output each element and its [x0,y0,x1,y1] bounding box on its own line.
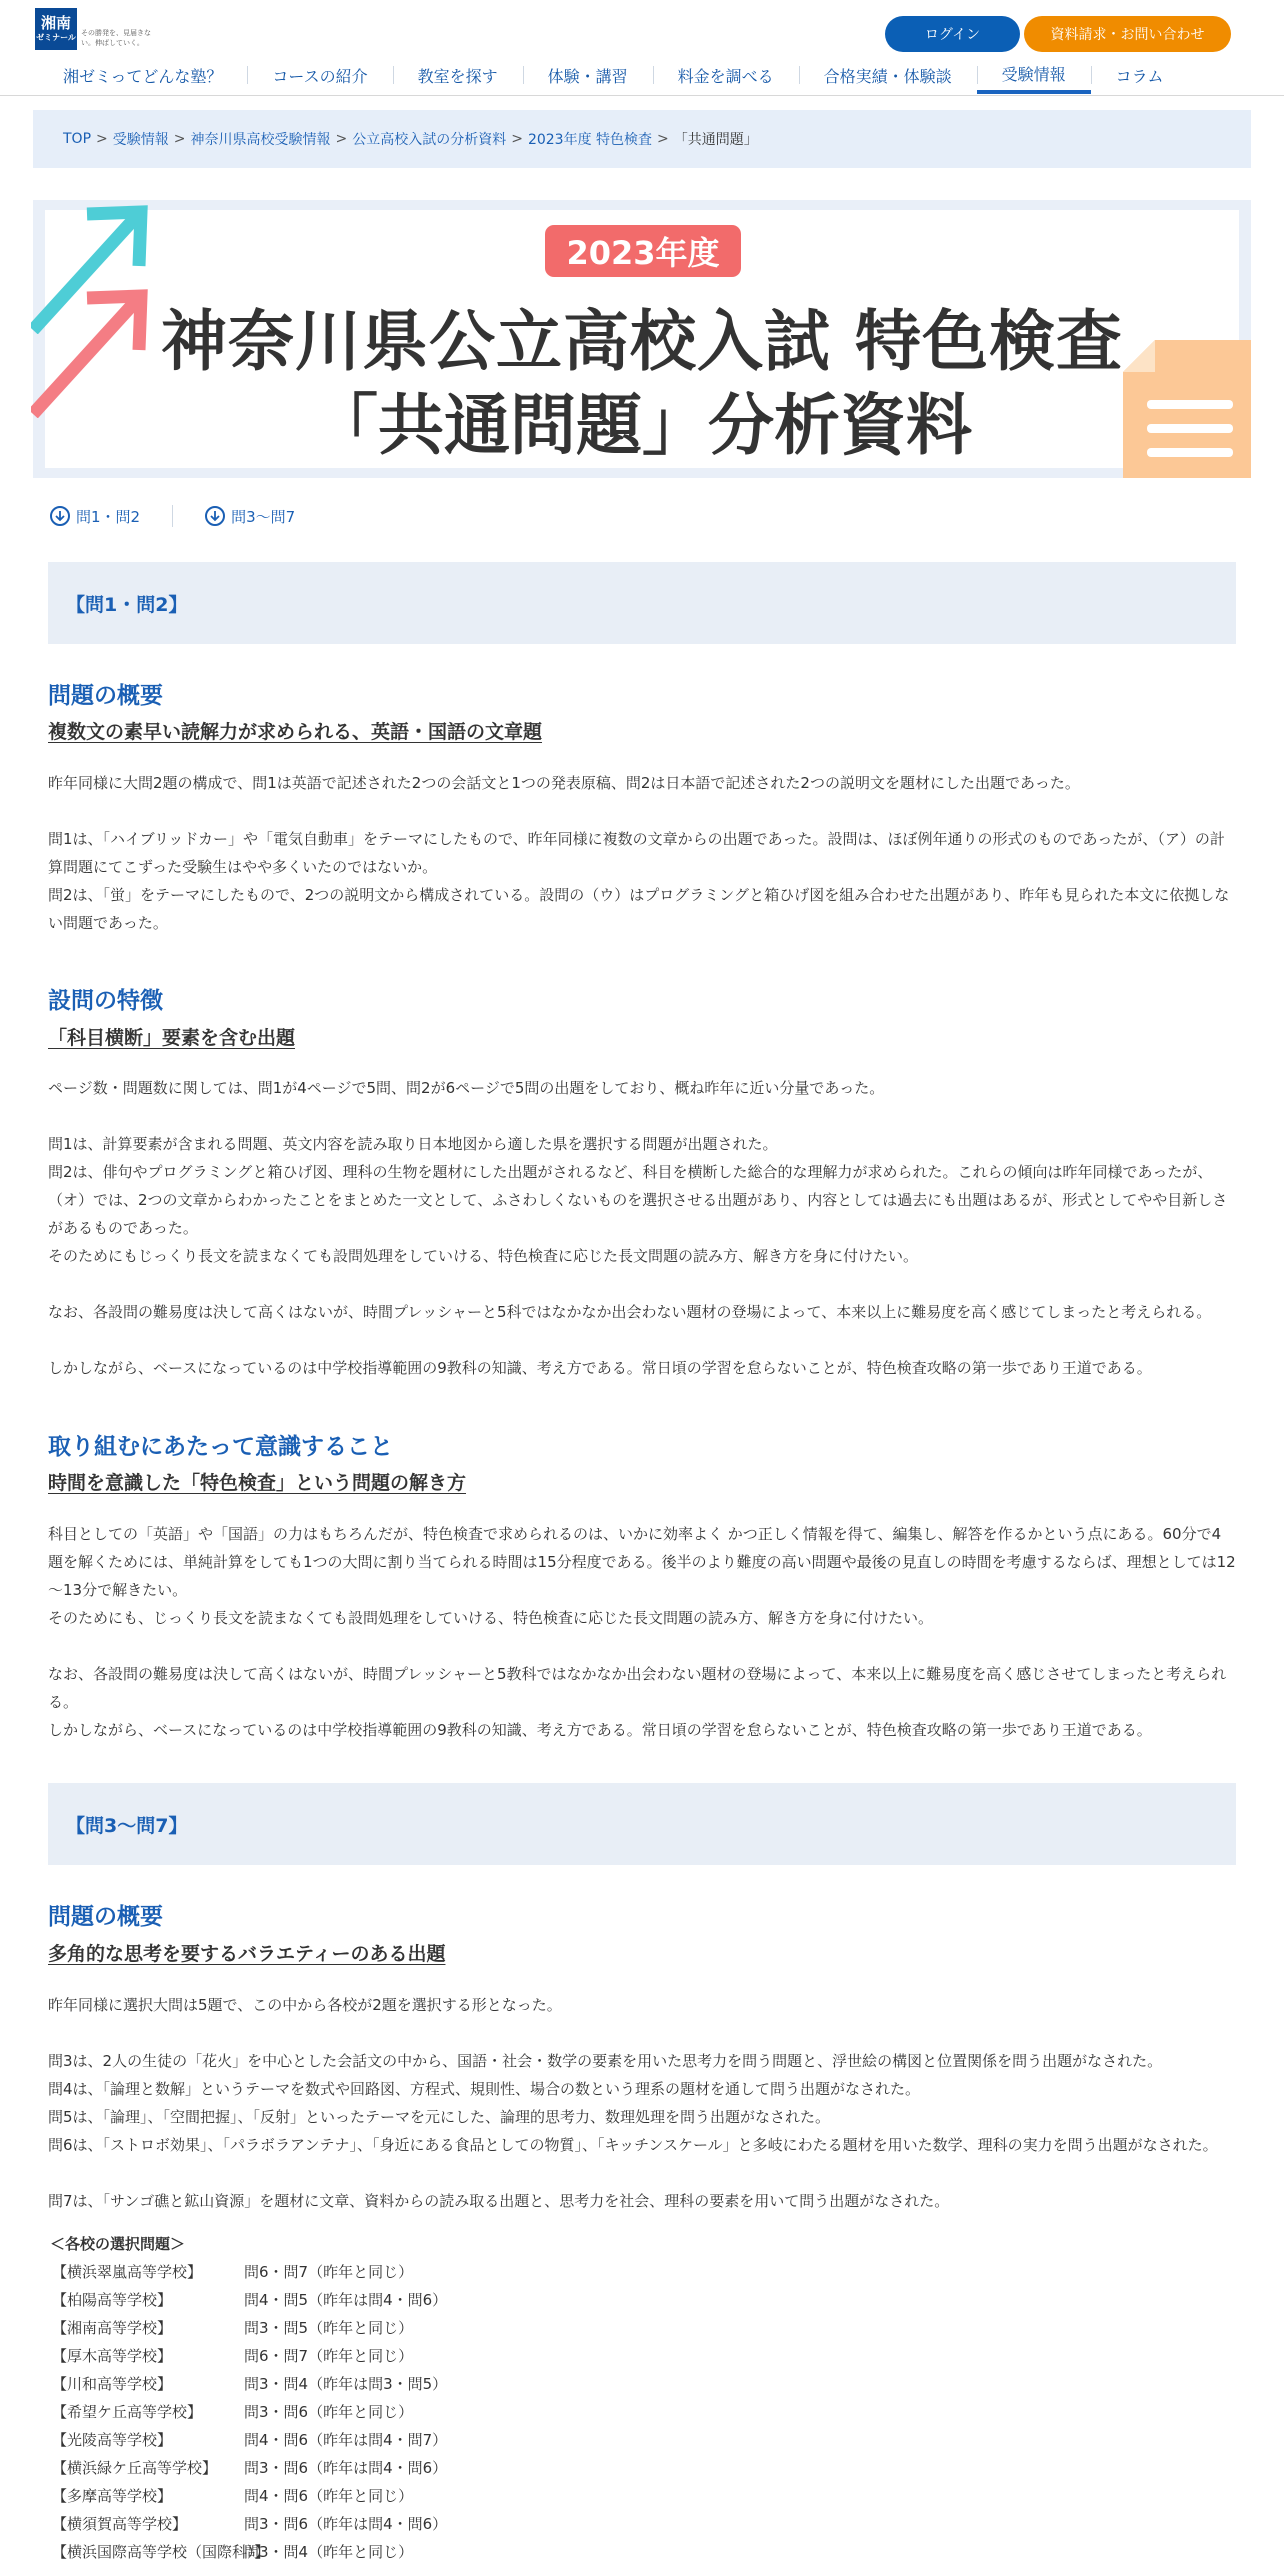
paragraph: 問3は、2人の生徒の「花火」を中心とした会話文の中から、国語・社会・数学の要素を用いた思考力を問う問題と、浮世絵の構図と位置関係を問う出題がなされた。 [48,2052,1163,2070]
paragraph: なお、各設問の難易度は決して高くはないが、時間プレッシャーと5教科ではなかなか出会わない題材の登場によって、本来以上に難易度を高く感じさせてしまったと考えられる。 [48,1665,1227,1711]
hero-title-line2: 「共通問題」分析資料 [312,387,972,464]
nav-item-classrooms[interactable]: 教室を探す [393,56,523,94]
logo-main-text: 湘南 [40,14,71,32]
section-q3-q7-heading: 【問3～問7】 [48,1783,1236,1865]
nav-item-trial[interactable]: 体験・講習 [523,56,653,94]
breadcrumb-top[interactable]: TOP [63,131,92,147]
school-name: 【希望ケ丘高等学校】 [52,2403,203,2421]
page-anchor-links [50,504,295,528]
list-item [52,2426,447,2454]
overview-heading: 問題の概要 [48,683,163,709]
list-item [52,2510,447,2538]
school-name: 【柏陽高等学校】 [52,2291,173,2309]
contact-button[interactable]: 資料請求・お問い合わせ [1024,16,1231,52]
school-name: 【厚木高等学校】 [52,2347,173,2365]
selected-questions: 問3・問5（昨年と同じ） [244,2319,414,2337]
school-name: 【横浜緑ケ丘高等学校】 [52,2459,218,2477]
school-name: 【横須賀高等学校】 [52,2515,188,2533]
anchor-q3-q7[interactable] [205,506,295,527]
login-button[interactable]: ログイン [885,16,1020,52]
anchor-divider [172,505,173,527]
breadcrumb-analysis[interactable]: 公立高校入試の分析資料 [352,132,507,148]
school-name: 【横浜翠嵐高等学校】 [52,2263,203,2281]
breadcrumb-separator: > [657,131,669,147]
hero-title-line1: 神奈川県公立高校入試 特色検査 [161,303,1123,380]
selected-questions: 問3・問6（昨年は問4・問6） [244,2459,448,2477]
breadcrumb-separator: > [173,131,186,147]
list-item [52,2370,447,2398]
nav-item-column[interactable]: コラム [1091,56,1189,94]
school-selection-list [52,2258,447,2566]
paragraph: 問2は、「蛍」をテーマにしたもので、2つの説明文から構成されている。設問の（ウ）はプログラミングと箱ひげ図を組み合わせた出題があり、昨年も見られた本文に依拠しない問題であった。 [48,886,1230,932]
paragraph: そのためにも、じっくり長文を読まなくても設問処理をしていける、特色検査に応じた長文問題の読み方、解き方を身に付けたい。 [48,1609,934,1627]
breadcrumb-separator: > [511,131,523,147]
school-name: 【光陵高等学校】 [52,2431,173,2449]
features-heading: 設問の特徴 [48,988,163,1014]
logo-tagline: その勝発を、見届きない。伸ばしていく。 [81,29,151,47]
selected-questions: 問4・問6（昨年は問4・問7） [244,2431,448,2449]
overview-subheading: 多角的な思考を要するバラエティーのある出題 [48,1943,446,1965]
school-name: 【湘南高等学校】 [52,2319,173,2337]
breadcrumb-separator: > [335,131,348,147]
nav-item-about[interactable]: 湘ゼミってどんな塾？ [63,66,223,86]
anchor-label: 問3～問7 [231,507,296,526]
site-logo[interactable] [35,8,151,50]
school-name: 【横浜国際高等学校（国際科）】 [52,2543,270,2561]
overview-subheading: 複数文の素早い読解力が求められる、英語・国語の文章題 [48,721,543,743]
breadcrumb [33,110,1251,168]
overview-heading: 問題の概要 [48,1904,163,1930]
paragraph: 昨年同様に大問2題の構成で、問1は英語で記述された2つの会話文と1つの発表原稿、問2は日本語で記述された2つの説明文を題材にした出題であった。 [48,774,1080,792]
selected-questions: 問3・問4（昨年は問3・問5） [244,2375,448,2393]
paragraph: 問6は、「ストロボ効果」、「パラボラアンテナ」、「身近にある食品としての物質」、「キッチンスケール」と多岐にわたる題材を用いた数学、理科の実力を問う出題がなされた。 [48,2136,1218,2154]
nav-item-exam-info[interactable]: 受験情報 [977,56,1091,94]
paragraph: 問5は、「論理」、「空間把握」、「反射」といったテーマを元にした、論理的思考力、数理処理を問う出題がなされた。 [48,2108,831,2126]
paragraph: しかしながら、ベースになっているのは中学校指導範囲の9教科の知識、考え方である。常日頃の学習を怠らないことが、特色検査攻略の第一歩であり王道である。 [48,1721,1152,1739]
list-item [52,2314,447,2342]
awareness-subheading: 時間を意識した「特色検査」という問題の解き方 [48,1472,467,1494]
hero-banner [33,200,1251,478]
selected-questions: 問6・問7（昨年と同じ） [244,2347,414,2365]
paragraph: なお、各設問の難易度は決して高くはないが、時間プレッシャーと5科ではなかなか出会わない題材の登場によって、本来以上に難易度を高く感じてしまったと考えられる。 [48,1303,1212,1321]
paragraph: 問1は、「ハイブリッドカー」や「電気自動車」をテーマにしたもので、昨年同様に複数の文章からの出題であった。設問は、ほぼ例年通りの形式のものであったが、（ア）の計算問題にてこずった受験生はやや多くいたのではないか。 [48,830,1225,876]
list-item [52,2538,447,2566]
awareness-heading: 取り組むにあたって意識すること [48,1434,393,1460]
selection-title: ＜各校の選択問題＞ [50,2235,186,2253]
list-item [52,2398,447,2426]
paragraph: 問4は、「論理と数解」というテーマを数式や回路図、方程式、規則性、場合の数という理系の題材を通して問う出題がなされた。 [48,2080,921,2098]
paragraph: ページ数・問題数に関しては、問1が4ページで5問、問2が6ページで5問の出題をしており、概ね昨年に近い分量であった。 [48,1079,885,1097]
year-badge: 2023年度 [545,225,741,277]
breadcrumb-current: 「共通問題」 [673,132,758,148]
breadcrumb-exam-info[interactable]: 受験情報 [112,132,169,148]
logo-sub-text: ゼミナール [36,33,76,42]
school-name: 【川和高等学校】 [52,2375,173,2393]
breadcrumb-kanagawa[interactable]: 神奈川県高校受験情報 [190,132,331,148]
list-item [52,2286,447,2314]
list-item [52,2258,447,2286]
selected-questions: 問4・問6（昨年と同じ） [244,2487,414,2505]
list-item [52,2342,447,2370]
paragraph: しかしながら、ベースになっているのは中学校指導範囲の9教科の知識、考え方である。常日頃の学習を怠らないことが、特色検査攻略の第一歩であり王道である。 [48,1359,1152,1377]
list-item [52,2482,447,2510]
paragraph: 問1は、計算要素が含まれる問題、英文内容を読み取り日本地図から適した県を選択する問題が出題された。 [48,1135,778,1153]
selected-questions: 問6・問7（昨年と同じ） [244,2263,414,2281]
arrow-down-circle-icon [50,506,70,526]
paragraph: 問7は、「サンゴ礁と鉱山資源」を題材に文章、資料からの読み取る出題と、思考力を社会、理科の要素を用いて問う出題がなされた。 [48,2192,950,2210]
nav-item-results[interactable]: 合格実績・体験談 [799,56,977,94]
selected-questions: 問3・問6（昨年と同じ） [244,2403,414,2421]
arrow-down-circle-icon [205,506,225,526]
features-subheading: 「科目横断」要素を含む出題 [48,1027,296,1049]
selected-questions: 問3・問4（昨年と同じ） [244,2543,414,2561]
selected-questions: 問4・問5（昨年は問4・問6） [244,2291,448,2309]
breadcrumb-2023[interactable]: 2023年度 特色検査 [527,132,653,148]
paragraph: 昨年同様に選択大問は5題で、この中から各校が2題を選択する形となった。 [48,1996,562,2014]
global-nav [38,56,1189,94]
anchor-q1-q2[interactable] [50,506,140,527]
section-q1-q2-heading: 【問1・問2】 [48,562,1236,644]
nav-item-pricing[interactable]: 料金を調べる [653,56,799,94]
paragraph: そのためにもじっくり長文を読まなくても設問処理をしていける、特色検査に応じた長文問題の読み方、解き方を身に付けたい。 [48,1247,919,1265]
site-header [0,0,1284,96]
nav-item-courses[interactable]: コースの紹介 [247,56,392,94]
list-item [52,2454,447,2482]
paragraph: 科目としての「英語」や「国語」の力はもちろんだが、特色検査で求められるのは、いかに効率よく かつ正しく情報を得て、編集し、解答を作るかという点にある。60分で4題を解くためには、単純計算をしても1つの大問に割り当てられる時間は15分程度である。後半のより難度の高い問題や最後の見直しの時間を考慮するならば、理想としては12～13分で解きたい。 [48,1525,1236,1599]
anchor-label: 問1・問2 [76,507,141,526]
logo-mark [35,8,77,50]
paragraph: 問2は、俳句やプログラミングと箱ひげ図、理科の生物を題材にした出題がされるなど、科目を横断した総合的な理解力が求められた。これらの傾向は昨年同様であったが、（オ）では、2つの文章からわかったことをまとめた一文として、ふさわしくないものを選択させる出題があり、内容としては過去にも出題はあるが、形式としてやや目新しさがあるものであった。 [48,1163,1228,1237]
breadcrumb-separator: > [96,131,108,147]
school-name: 【多摩高等学校】 [52,2487,173,2505]
selected-questions: 問3・問6（昨年は問4・問6） [244,2515,448,2533]
